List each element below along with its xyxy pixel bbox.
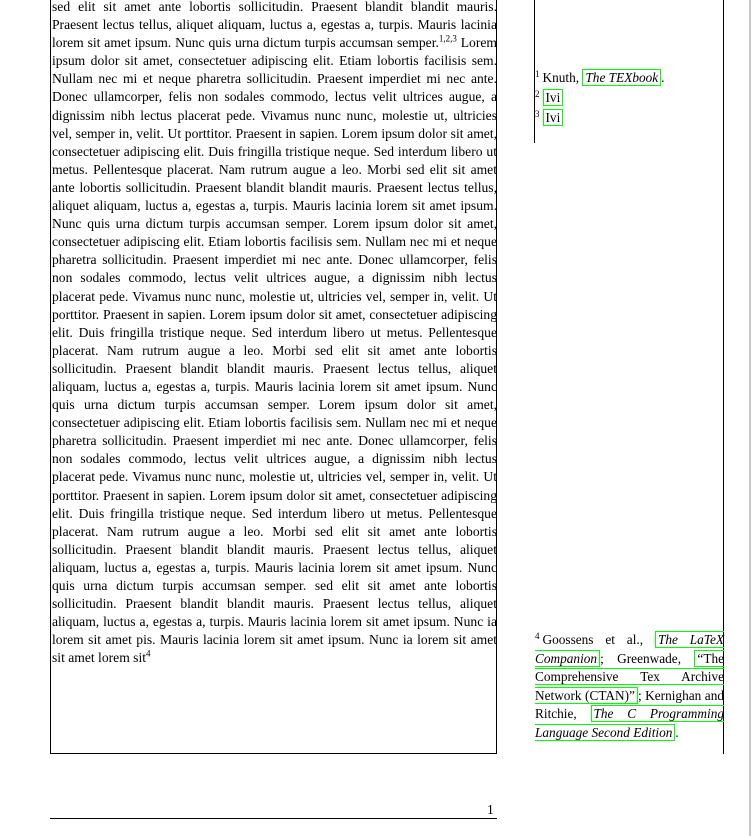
footnote-mark-4[interactable]: 4 <box>146 648 151 659</box>
note-number: 4 <box>535 630 540 641</box>
note-prefix: Goossens et al., <box>542 632 655 647</box>
margin-note-2 <box>535 88 723 108</box>
citation-link-ivi[interactable]: Ivi <box>543 89 564 106</box>
citation-link-ctan[interactable]: “The Comprehensive Tex Archive Network (CTAN)” <box>535 650 724 703</box>
margin-notes <box>535 68 723 128</box>
paragraph-text-after-citation: Lorem ipsum dolor sit amet, consectetuer adipiscing elit. Etiam lobortis facilisis sem. Nullam nec mi et neque pharetra sollicitudin. Praesent imperdiet mi nec ante. Donec ullamcorper, felis non sodales commodo, lectus velit ultrices augue, a dignissim nibh lectus placerat pede. Vivamus nunc nunc, molestie ut, ultricies vel, semper in, velit. Ut porttitor. Praesent in sapien. Lorem ipsum dolor sit amet, consectetuer adipiscing elit. Duis fringilla tristique neque. Sed interdum libero ut metus. Pellentesque placerat. Nam rutrum augue a leo. Morbi sed elit sit amet ante lobortis sollicitudin. Praesent blandit blandit mauris. Praesent lectus tellus, aliquet aliquam, luctus a, egestas a, turpis. Mauris lacinia lorem sit amet ipsum. Nunc quis urna dictum turpis accumsan semper. Lorem ipsum dolor sit amet, consectetuer adipiscing elit. Etiam lobortis facilisis sem. Nullam nec mi et neque pharetra sollicitudin. Praesent imperdiet mi nec ante. Donec ullamcorper, felis non sodales commodo, lectus velit ultrices augue, a dignissim nibh lectus placerat pede. Vivamus nunc nunc, molestie ut, ultricies vel, semper in, velit. Ut porttitor. Praesent in sapien. Lorem ipsum dolor sit amet, consectetuer adipiscing elit. Duis fringilla tristique neque. Sed interdum libero ut metus. Pellentesque placerat. Nam rutrum augue a leo. Morbi sed elit sit amet ante lobortis sollicitudin. Praesent blandit blandit mauris. Praesent lectus tellus, aliquet aliquam, luctus a, egestas a, turpis. Mauris lacinia lorem sit amet ipsum. Nunc quis urna dictum turpis accumsan semper. Lorem ipsum dolor sit amet, consectetuer adipiscing elit. Etiam lobortis facilisis sem. Nullam nec mi et neque pharetra sollicitudin. Praesent imperdiet mi nec ante. Donec ullamcorper, felis non sodales commodo, lectus velit ultrices augue, a dignissim nibh lectus placerat pede. Vivamus nunc nunc, molestie ut, ultricies vel, semper in, velit. Ut porttitor. Praesent in sapien. Lorem ipsum dolor sit amet, consectetuer adipiscing elit. Duis fringilla tristique neque. Sed interdum libero ut metus. Pellentesque placerat. Nam rutrum augue a leo. Morbi sed elit sit amet ante lobortis sollicitudin. Praesent blandit blandit mauris. Praesent lectus tellus, aliquet aliquam, luctus a, egestas a, turpis. Mauris lacinia lorem sit amet ipsum. Nunc quis urna dictum turpis accumsan semper. sed elit sit amet ante lobortis sollicitudin. Praesent blandit blandit mauris. Praesent lectus tellus, aliquet aliquam, luctus a, egestas a, turpis. Mauris lacinia lorem sit amet ipsum. Nunc ia lorem sit amet pis. Mauris lacinia lorem sit amet ipsum. Nunc ia lorem sit amet sit amet lorem sit <box>52 35 497 666</box>
main-text-column <box>50 0 497 754</box>
citation-link-c-programming[interactable]: The C Programming Language Second Edition <box>535 706 724 740</box>
note-suffix: . <box>661 70 665 85</box>
margin-note-3 <box>535 108 723 128</box>
citation-marks[interactable]: 1,2,3 <box>438 33 457 44</box>
margin-note-1 <box>535 68 723 88</box>
note-prefix: Knuth, <box>542 70 583 85</box>
main-paragraph <box>52 0 497 667</box>
note-suffix: . <box>675 724 679 740</box>
note-separator: ; Greenwade, <box>600 650 695 666</box>
paragraph-text-before-citation: sed elit sit amet ante lobortis sollicitudin. Praesent blandit blandit mauris. Praesent lectus tellus, aliquet aliquam, luctus a, egestas a, turpis. Mauris lacinia lorem sit amet ipsum. Nunc quis urna dictum turpis accumsan semper. <box>52 0 497 51</box>
citation-link-latex-companion[interactable]: The LaTeX Companion <box>535 632 724 666</box>
citation-link-texbook[interactable]: The TEXbook <box>582 69 661 86</box>
note-number: 3 <box>535 108 540 119</box>
note-number: 2 <box>535 88 540 99</box>
citation-link-ivi[interactable]: Ivi <box>543 109 564 126</box>
margin-note-4 <box>535 631 724 743</box>
note-separator: ; Kernighan and Ritchie, <box>535 687 724 722</box>
page-edge <box>749 0 751 836</box>
footer-rule <box>50 818 497 819</box>
page-number: 1 <box>487 802 494 817</box>
note-number: 1 <box>535 68 540 79</box>
